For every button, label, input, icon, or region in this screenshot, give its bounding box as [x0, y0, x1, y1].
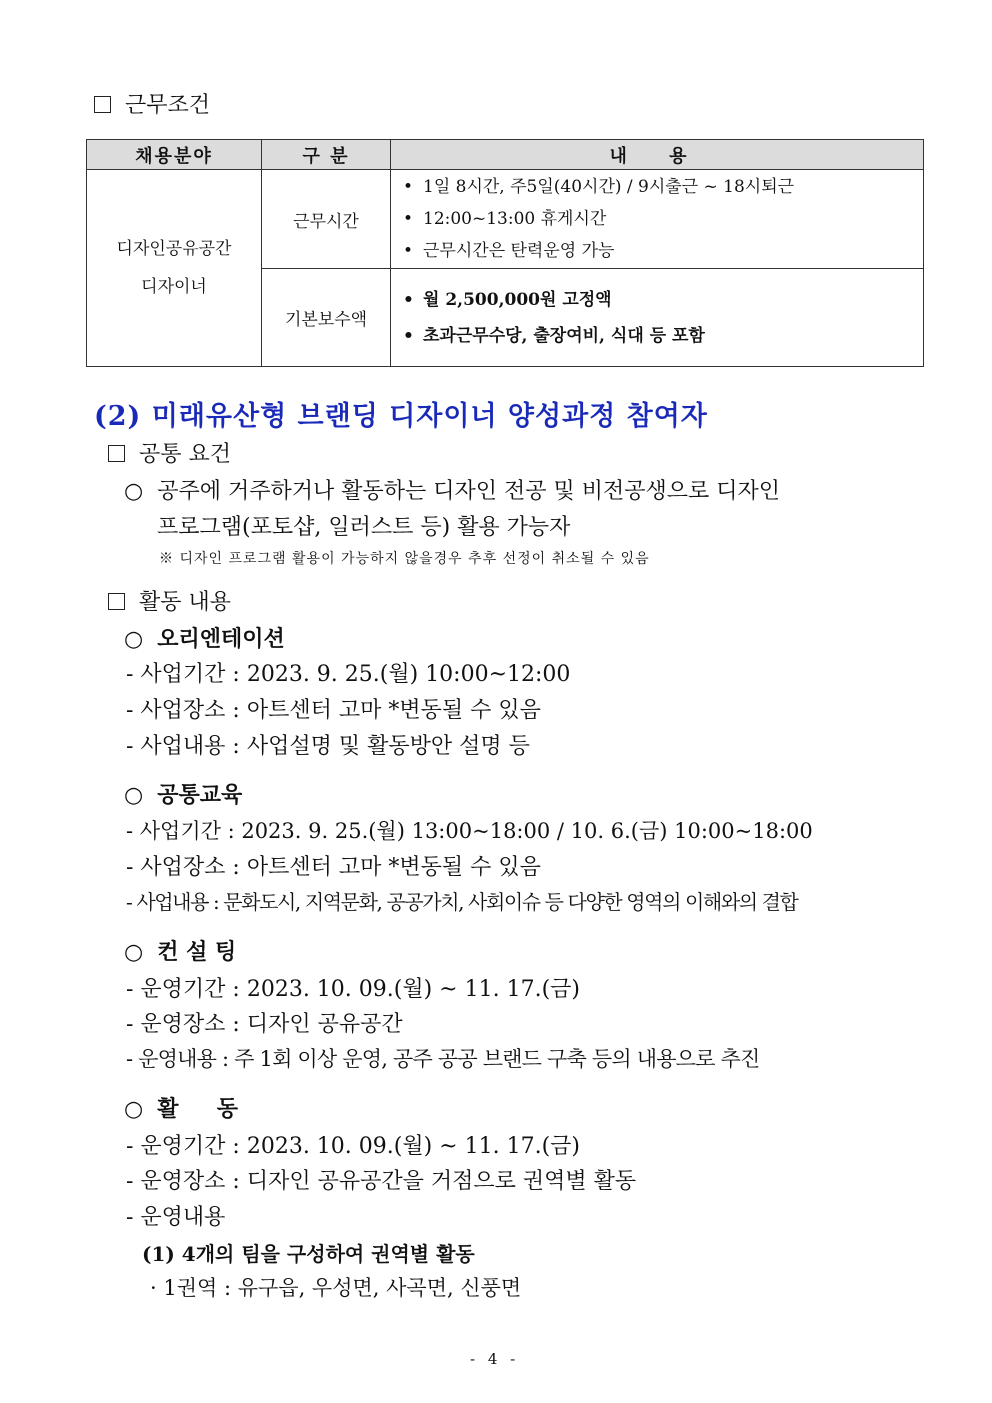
requirement-line-continued: 프로그램(포토샵, 일러스트 등) 활용 가능자 [157, 515, 571, 540]
work-conditions-table [86, 139, 924, 367]
item-text: 초과근무수당, 출장여비, 식대 등 포함 [423, 325, 705, 346]
bullet-icon: • [403, 241, 414, 261]
education-line: - 사업내용 : 문화도시, 지역문화, 공공가치, 사회이슈 등 다양한 영역의 이해와의 결합 [126, 890, 798, 914]
circle-bullet-icon: ○ [124, 479, 144, 504]
page-number: - 4 - [470, 1350, 520, 1368]
education-line: - 사업기간 : 2023. 9. 25.(월) 13:00~18:00 / 10. 6.(금) 10:00~18:00 [126, 819, 813, 843]
heading-text: 공통 요건 [139, 442, 232, 467]
item-text: 12:00~13:00 휴게시간 [423, 209, 607, 229]
activity-line: - 운영기간 : 2023. 10. 09.(월) ~ 11. 17.(금) [126, 1134, 580, 1159]
activity-sub-item: · 1권역 : 유구읍, 우성면, 사곡면, 신풍면 [150, 1276, 522, 1300]
consulting-line: - 운영기간 : 2023. 10. 09.(월) ~ 11. 17.(금) [126, 977, 580, 1002]
category-line: 디자인공유공간 [116, 239, 232, 259]
activity-line: - 운영장소 : 디자인 공유공간을 거점으로 권역별 활동 [126, 1169, 637, 1194]
requirement-text: 공주에 거주하거나 활동하는 디자인 전공 및 비전공생으로 디자인 [157, 479, 780, 504]
list-item [403, 171, 923, 203]
category-cell [87, 170, 262, 367]
common-requirements-heading [108, 437, 231, 468]
header-recruitment-field: 채용분야 [87, 140, 262, 170]
circle-bullet-icon: ○ [124, 627, 144, 652]
row-label-base-pay: 기본보수액 [262, 269, 391, 367]
base-pay-items [391, 269, 924, 367]
consulting-line: - 운영장소 : 디자인 공유공간 [126, 1012, 403, 1037]
subsection-title: 오리엔테이션 [157, 626, 285, 652]
activity-content-heading [108, 585, 231, 616]
checkbox-square-icon [94, 96, 111, 113]
item-text: 월 2,500,000원 고정액 [423, 289, 612, 310]
consulting-heading [124, 935, 236, 966]
bullet-icon: • [403, 325, 414, 346]
requirement-line [124, 474, 780, 505]
checkbox-square-icon [108, 445, 125, 462]
list-item [403, 318, 923, 354]
list-item [403, 203, 923, 235]
bullet-icon: • [403, 209, 414, 229]
header-content: 내 용 [391, 140, 924, 170]
circle-bullet-icon: ○ [124, 783, 144, 808]
heading-text: 활동 내용 [139, 590, 232, 615]
category-line: 디자이너 [141, 277, 207, 297]
orientation-line: - 사업내용 : 사업설명 및 활동방안 설명 등 [126, 734, 530, 759]
subsection-title: 컨 설 팅 [157, 939, 237, 965]
circle-bullet-icon: ○ [124, 940, 144, 965]
subsection-title: 활 동 [157, 1096, 239, 1122]
bullet-icon: • [403, 177, 414, 197]
education-line: - 사업장소 : 아트센터 고마 *변동될 수 있음 [126, 855, 541, 880]
education-heading [124, 778, 242, 809]
activity-line: - 운영내용 [126, 1205, 226, 1230]
circle-bullet-icon: ○ [124, 1097, 144, 1122]
requirement-note: ※ 디자인 프로그램 활용이 가능하지 않을경우 추후 선정이 취소될 수 있음 [159, 551, 650, 567]
section-heading-work-conditions [94, 88, 210, 119]
orientation-line: - 사업장소 : 아트센터 고마 *변동될 수 있음 [126, 698, 541, 723]
section-title: 근무조건 [125, 93, 211, 118]
checkbox-square-icon [108, 593, 125, 610]
subsection-title: 공통교육 [157, 782, 243, 808]
table-header-row [87, 140, 924, 170]
orientation-line: - 사업기간 : 2023. 9. 25.(월) 10:00~12:00 [126, 662, 571, 687]
work-hours-items [391, 170, 924, 269]
list-item [403, 282, 923, 318]
bullet-icon: • [403, 289, 414, 310]
orientation-heading [124, 622, 285, 653]
activity-subtitle: (1) 4개의 팀을 구성하여 권역별 활동 [142, 1242, 475, 1266]
section2-title: (2) 미래유산형 브랜딩 디자이너 양성과정 참여자 [94, 401, 708, 432]
list-item [403, 235, 923, 267]
consulting-line: - 운영내용 : 주 1회 이상 운영, 공주 공공 브랜드 구축 등의 내용으로 추진 [126, 1047, 760, 1071]
header-division: 구 분 [262, 140, 391, 170]
activity-heading [124, 1092, 238, 1123]
row-label-work-hours: 근무시간 [262, 170, 391, 269]
item-text: 1일 8시간, 주5일(40시간) / 9시출근 ~ 18시퇴근 [423, 177, 795, 197]
table-row [87, 170, 924, 269]
item-text: 근무시간은 탄력운영 가능 [423, 241, 615, 261]
